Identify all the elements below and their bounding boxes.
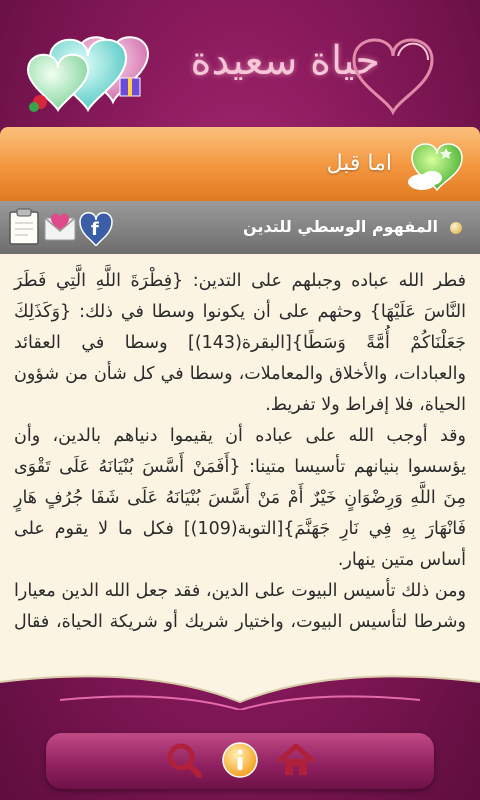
bullet-icon: [450, 222, 462, 234]
article-paragraph: ومن ذلك تأسيس البيوت على الدين، فقد جعل الله الدين معيارا وشرطا لتأسيس البيوت، واختيار شريك أو شريكة الحياة، فقال: [14, 581, 466, 632]
paper-curl-decoration: [0, 640, 480, 710]
info-icon[interactable]: [220, 740, 260, 780]
back-label[interactable]: اما قبل: [326, 151, 392, 176]
heart-outline-icon: [348, 26, 438, 116]
app-header: [0, 0, 480, 125]
svg-text:f: f: [91, 219, 99, 240]
article-content[interactable]: [0, 254, 480, 659]
facebook-icon[interactable]: [78, 208, 114, 246]
article-paragraph: فطر الله عباده وجبلهم على التدين: {فِطْرَةَ اللَّهِ الَّتِي فَطَرَ النَّاسَ عَلَيْهَا} وحثهم على أن يكونوا وسطا في ذلك: {وَكَذَلِكَ جَعَلْنَاكُمْ أُمَّةً وَسَطًا}[البقرة(143)] وسطا في العقائد والعبادات، والأخلاق والمعاملات، وسطا في كل شأن من شؤون الحياة، فلا إفراط ولا تفريط.: [14, 271, 466, 415]
home-icon[interactable]: [276, 740, 316, 780]
section-title: المفهوم الوسطي للتدين: [243, 217, 438, 236]
search-icon[interactable]: [164, 740, 204, 780]
app-title: حياة سعيدة: [190, 38, 380, 84]
article-paragraph: وقد أوجب الله على عباده أن يقيموا دنياهم بالدين، وأن يؤسسوا بنيانهم تأسيسا متينا: {أَفَمَنْ أَسَّسَ بُنْيَانَهُ عَلَى تَقْوَى مِنَ اللَّهِ وَرِضْوَانٍ خَيْرٌ أَمْ مَنْ أَسَّسَ بُنْيَانَهُ عَلَى شَفَا جُرُفٍ هَارٍ فَانْهَارَ بِهِ فِي نَارِ جَهَنَّمَ}[التوبة(109)] فكل ما لا يقوم على أساس متين ينهار.: [14, 426, 466, 570]
hearts-logo-icon: [18, 22, 158, 117]
note-icon[interactable]: [6, 208, 42, 246]
green-heart-cloud-icon[interactable]: [406, 136, 464, 194]
email-share-icon[interactable]: [42, 208, 78, 246]
